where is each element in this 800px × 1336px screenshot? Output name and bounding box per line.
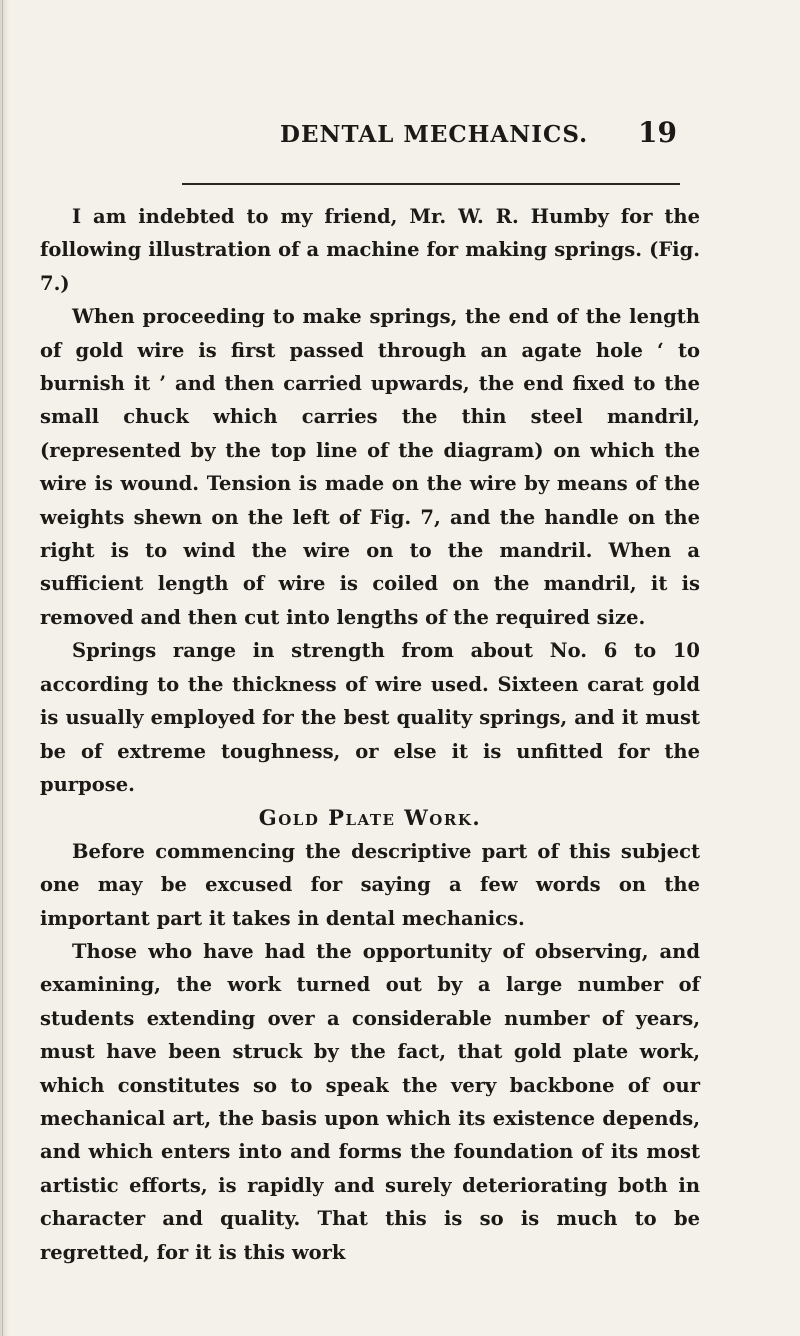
paragraph-acknowledgement: I am indebted to my friend, Mr. W. R. Humby for the following illustration of a machine for making springs. (Fig. 7.) bbox=[40, 205, 700, 295]
section-heading: Gold Plate Work. bbox=[258, 805, 482, 831]
body-text bbox=[40, 200, 700, 1269]
paragraph-gold-plate-work: Those who have had the opportunity of observing, and examining, the work turned out by a large number of students extending over a considerable number of years, must have been struck by the fact, that gold plate work, which constitutes so to speak the very backbone of our mechanical art, the basis upon which its existence depends, and which enters into and forms the foundation of its most artistic efforts, is rapidly and surely deteriorating both in character and quality. That this is so is much to be regretted, for it is this work bbox=[40, 939, 700, 1264]
paragraph-introduction: Before commencing the descriptive part of this subject one may be excused for saying a few words on the important part it takes in dental mechanics. bbox=[40, 839, 700, 930]
page-number: 19 bbox=[638, 116, 677, 149]
page-binding-edge bbox=[0, 0, 10, 1336]
running-head-title: DENTAL MECHANICS. bbox=[280, 121, 589, 148]
header-rule bbox=[182, 183, 680, 185]
paragraph-spring-procedure: When proceeding to make springs, the end of the length of gold wire is first passed through an agate hole ‘ to burnish it ’ and then carried upwards, the end fixed to the small chuck which carries the thin steel mandril, (represented by the top line of the diagram) on which the wire is wound. Tension is made on the wire by means of the weights shewn on the left of Fig. 7, and the handle on the right is to wind the wire on to the mandril. When a sufficient length of wire is coiled on the mandril, it is removed and then cut into lengths of the required size. bbox=[40, 305, 700, 629]
running-head bbox=[0, 118, 800, 152]
paragraph-spring-strength: Springs range in strength from about No. 6 to 10 according to the thickness of wire used. Sixteen carat gold is usually employed for the best quality springs, and it must be of extreme toughness, or else it is unfitted for the purpose. bbox=[40, 639, 700, 796]
